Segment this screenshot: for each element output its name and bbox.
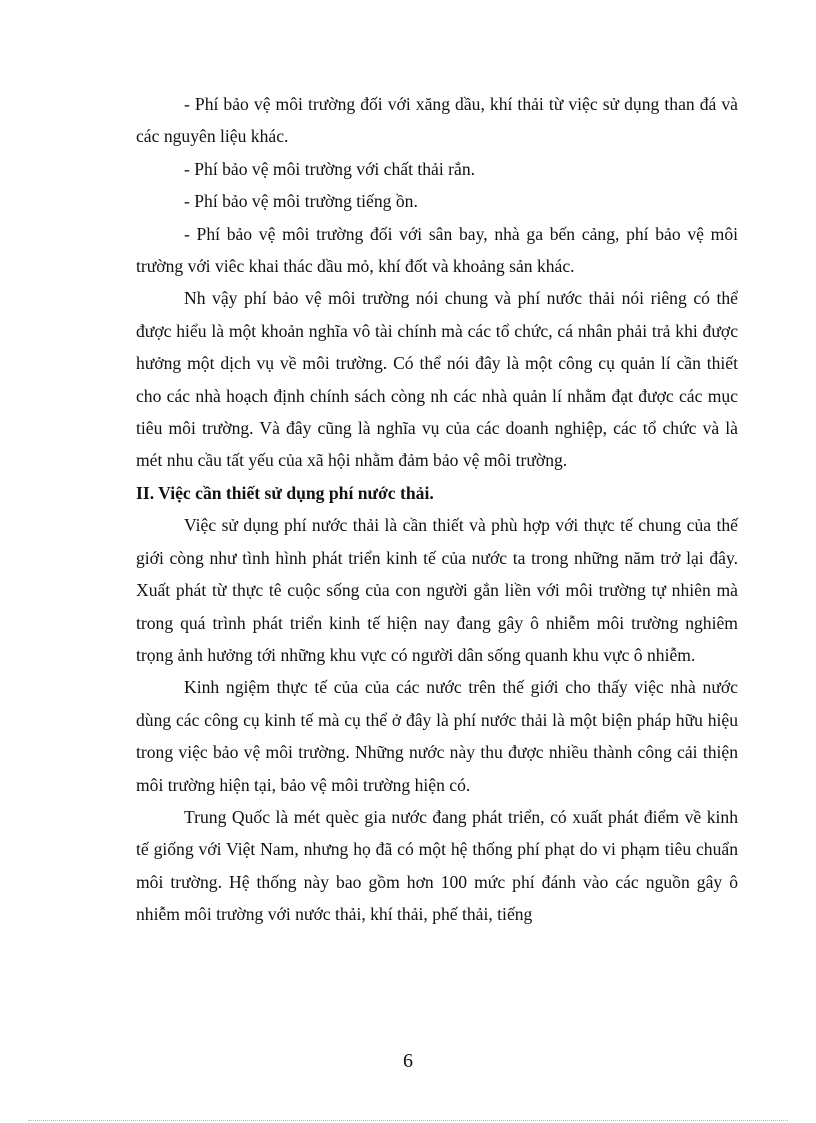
bullet-fuel-emissions: - Phí bảo vệ môi trường đối với xăng dầu, khí thải từ việc sử dụng than đá và các nguyên liệu khác.: [136, 94, 738, 147]
paragraph-necessity: Việc sử dụng phí nước thải là cần thiết và phù hợp với thực tế chung của thế giới còng như tình hình phát triển kinh tế của nước ta trong những năm trở lại đây. Xuất phát từ thực tê cuộc sống của con người gắn liền với môi trường tự nhiên mà trong quá trình phát triển kinh tế hiện nay đang gây ô nhiễm môi trường nghiêm trọng ảnh hưởng tới những khu vực có người dân sống quanh khu vực ô nhiễm.: [136, 515, 738, 665]
paragraph-china: Trung Quốc là mét quèc gia nước đang phát triển, có xuất phát điểm về kinh tế giống với Việt Nam, nhưng họ đã có một hệ thống phí phạt do vi phạm tiêu chuẩn môi trường. Hệ thống này bao gồm hơn 100 mức phí đánh vào các nguồn gây ô nhiễm môi trường với nước thải, khí thải, phế thải, tiếng: [136, 806, 738, 925]
paragraph-experience: Kinh ngiệm thực tế của của các nước trên thế giới cho thấy việc nhà nước dùng các công cụ kinh tế mà cụ thể ở đây là phí nước thải là một biện pháp hữu hiệu trong việc bảo vệ môi trường. Những nước này thu được nhiều thành công cải thiện môi trường hiện tại, bảo vệ môi trường hiện có.: [136, 677, 738, 795]
page-body: [136, 88, 738, 931]
bullet-solid-waste: - Phí bảo vệ môi trường với chất thải rắn.: [184, 158, 476, 179]
footer-divider: [28, 1120, 788, 1121]
page-number: 6: [403, 1050, 413, 1072]
paragraph-summary: Nh vậy phí bảo vệ môi trường nói chung và phí nước thải nói riêng có thể được hiểu là một khoản nghĩa vô tài chính mà các tổ chức, cá nhân phải trả khi được hưởng một dịch vụ về môi trường. Có thể nói đây là một công cụ quản lí cần thiết cho các nhà hoạch định chính sách còng nh các nhà quản lí nhằm đạt được các mục tiêu môi trường. Và đây cũng là nghĩa vụ của các doanh nghiệp, các tổ chức và là mét nhu cầu tất yếu của xã hội nhằm đảm bảo vệ môi trường.: [136, 288, 738, 471]
section-heading: II. Việc cần thiết sử dụng phí nước thải.: [136, 482, 434, 503]
bullet-airports-mining: - Phí bảo vệ môi trường đối với sân bay, nhà ga bến cảng, phí bảo vệ môi trường với viêc khai thác dầu mỏ, khí đốt và khoảng sản khác.: [136, 223, 738, 277]
bullet-noise: - Phí bảo vệ môi trường tiếng ồn.: [184, 191, 418, 212]
